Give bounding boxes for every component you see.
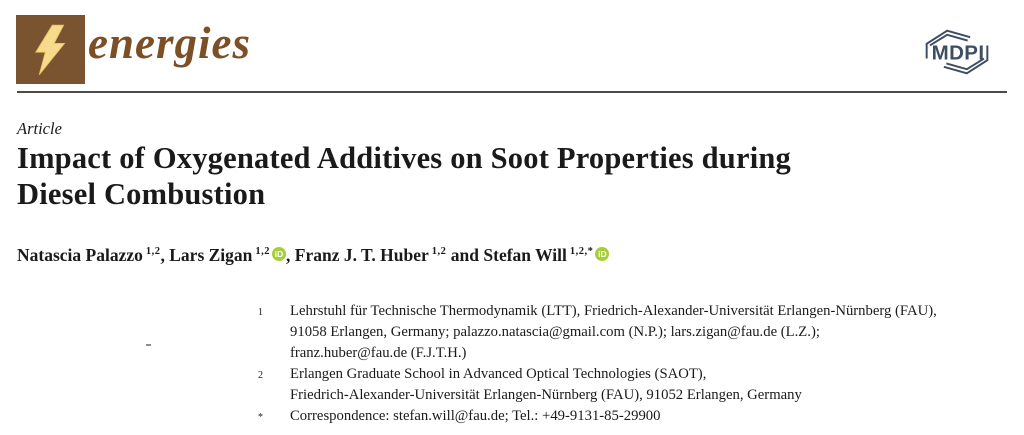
- author-line: [17, 245, 609, 266]
- affiliation-line: 91058 Erlangen, Germany; palazzo.natascia@gmail.com (N.P.); lars.zigan@fau.de (L.Z.);: [290, 323, 820, 340]
- affiliation-marker: 1: [258, 307, 264, 318]
- paper-title-line2: Diesel Combustion: [17, 176, 266, 211]
- affiliation-line: Erlangen Graduate School in Advanced Optical Technologies (SAOT),: [290, 365, 707, 382]
- correspondence-line: Correspondence: stefan.will@fau.de; Tel.: +49-9131-85-29900: [290, 407, 661, 424]
- orcid-icon[interactable]: iD: [595, 247, 609, 261]
- journal-wordmark[interactable]: energies: [88, 18, 251, 68]
- orcid-icon[interactable]: iD: [272, 247, 286, 261]
- author-affiliation-sup: 1,2: [255, 246, 271, 258]
- author-affiliation-sup: 1,2: [145, 246, 161, 258]
- author-affiliation-sup: 1,2: [431, 246, 447, 258]
- author-lars-zigan: Lars Zigan $^{1,2}$ iD ,: [169, 245, 295, 265]
- mdpi-logo[interactable]: [916, 22, 998, 82]
- affiliation-line: Lehrstuhl für Technische Thermodynamik (LTT), Friedrich-Alexander-Universität Erlangen-Nürnberg (FAU),: [290, 303, 937, 319]
- affiliation-1: [258, 301, 1014, 364]
- author-franz-huber: Franz J. T. Huber $^{1,2}$ and: [294, 245, 484, 265]
- affiliation-block: [258, 301, 1014, 428]
- affiliation-2: [258, 364, 1014, 406]
- author-natascia-palazzo: Natascia Palazzo $^{1,2}$,: [17, 245, 170, 265]
- stray-mark: [146, 344, 151, 346]
- affiliation-line: Friedrich-Alexander-Universität Erlangen-Nürnberg (FAU), 91052 Erlangen, Germany: [290, 386, 802, 403]
- mdpi-wordmark: MDPI: [931, 41, 985, 65]
- affiliation-marker: 2: [258, 369, 264, 381]
- paper-title-line1: Impact of Oxygenated Additives on Soot Properties during: [17, 141, 791, 175]
- paper-title: [17, 141, 791, 212]
- lightning-bolt-icon: [21, 19, 81, 81]
- correspondence-marker: *: [258, 411, 264, 423]
- author-affiliation-sup: 1,2,*: [569, 246, 594, 258]
- affiliation-line: franz.huber@fau.de (F.J.T.H.): [290, 344, 467, 361]
- energies-logo-square: [16, 15, 85, 84]
- article-type-label: Article: [17, 119, 62, 138]
- author-stefan-will: Stefan Will $^{1,2,*}$ iD: [483, 245, 609, 265]
- energies-logo[interactable]: [16, 15, 85, 84]
- correspondence: [258, 406, 1014, 429]
- header-divider: [17, 91, 1007, 93]
